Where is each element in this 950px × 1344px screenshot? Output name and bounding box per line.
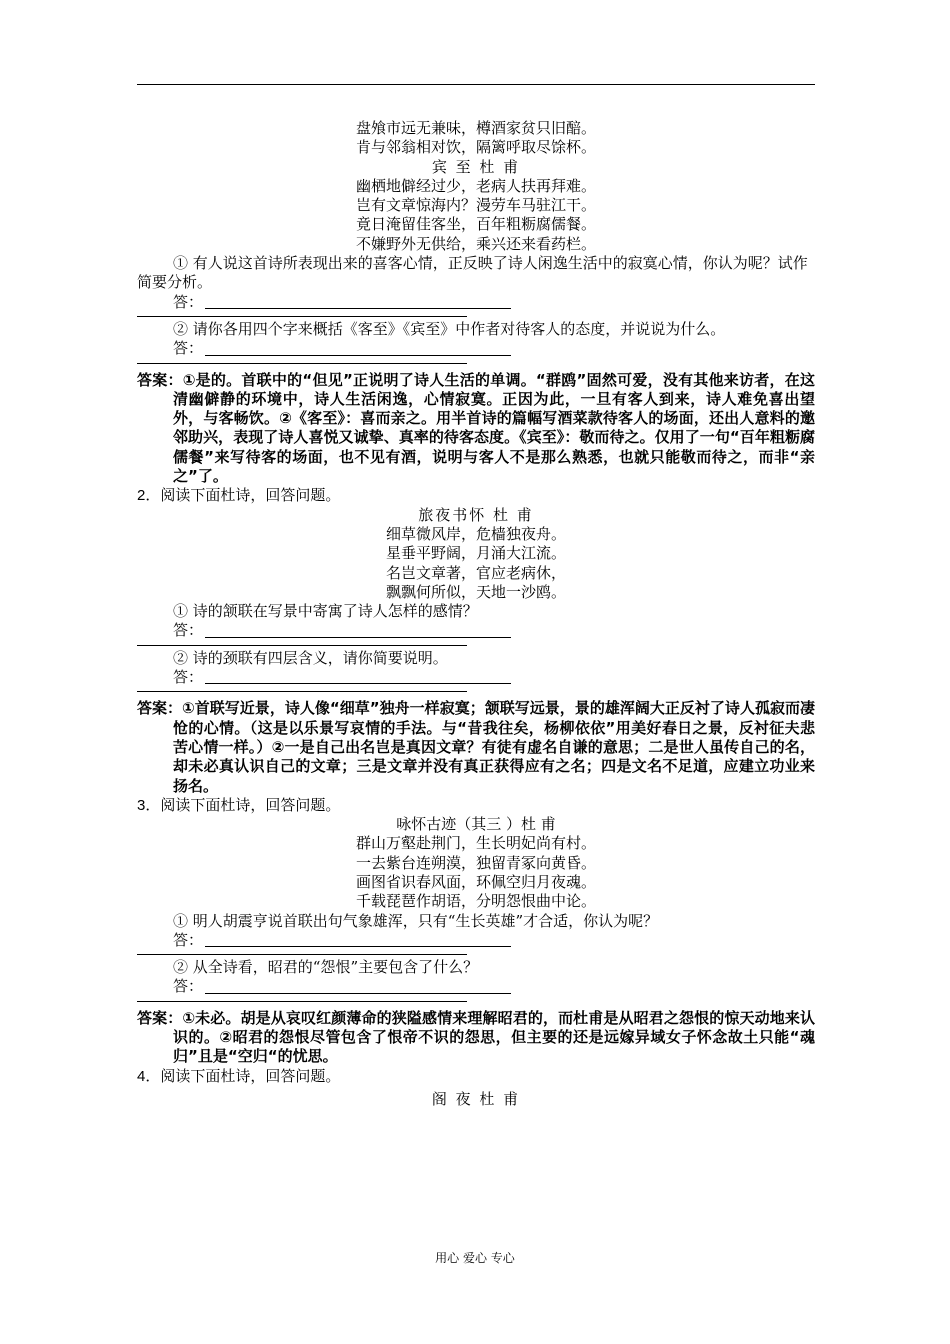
header-rule	[137, 84, 815, 85]
question-2-sub1: ① 诗的颔联在写景中寄寓了诗人怎样的感情？	[173, 602, 478, 621]
answer-field-3-1[interactable]	[137, 931, 815, 950]
answer-field-1-1[interactable]	[137, 293, 815, 312]
answer-label: 答：	[173, 339, 204, 358]
answer-label: 答：	[173, 977, 204, 996]
poem-title: 宾 至 杜 甫	[431, 157, 521, 176]
poem-line: 星垂平野阔，月涌大江流。	[385, 544, 566, 563]
poem-title: 旅夜书怀 杜 甫	[418, 505, 534, 524]
poem-binzhi	[137, 158, 815, 254]
poem-line: 名岂文章著，官应老病休，	[385, 563, 566, 582]
answer-blank	[205, 993, 511, 994]
poem-kezhi-tail	[137, 119, 815, 158]
question-4-prompt: 4．阅读下面杜诗，回答问题。	[137, 1066, 341, 1085]
poem-title: 阁 夜 杜 甫	[431, 1089, 521, 1108]
separator-line	[137, 316, 467, 317]
poem-title: 咏怀古迹（其三 ）杜 甫	[396, 815, 556, 834]
question-3-prompt: 3．阅读下面杜诗，回答问题。	[137, 795, 341, 814]
answer-field-1-2[interactable]	[137, 339, 815, 358]
separator-line	[137, 645, 467, 646]
page-footer: 用心 爱心 专心	[435, 1251, 515, 1265]
answer-label: 答：	[173, 668, 204, 687]
answer-label: 答：	[173, 292, 204, 311]
poem-line: 肯与邻翁相对饮，隔篱呼取尽馀杯。	[355, 138, 596, 157]
poem-lvye	[137, 506, 815, 602]
answer-blank	[205, 355, 511, 356]
separator-line	[137, 1001, 467, 1002]
answer-1: 答案：①是的。首联中的“但见”正说明了诗人生活的单调。“群鸥”固然可爱，没有其他来访者，在这清幽僻静的环境中，诗人生活闲逸，心情寂寞。正因为此，一旦有客人到来，诗人难免喜出望外，与客畅饮。②《客至》：喜而亲之。用半首诗的篇幅写酒菜款待客人的场面，还出人意料的邀邻助兴，表现了诗人喜悦又诚挚、真率的待客态度。《宾至》：敬而待之。仅用了一句“百年粗粝腐儒餐”来写待客的场面，也不见有酒，说明与客人不是那么熟悉，也就只能敬而待之，而非“亲之”了。	[137, 370, 815, 486]
answer-3: 答案：①未必。胡是从哀叹红颜薄命的狭隘感情来理解昭君的，而杜甫是从昭君之怨恨的惊天动地来认识的。②昭君的怨恨尽管包含了恨帝不识的怨思，但主要的还是远嫁异域女子怀念故土只能“魂归”且是“空归“的忧思。	[137, 1008, 815, 1066]
document-body	[137, 119, 815, 1109]
question-1-sub2: ② 请你各用四个字来概括《客至》《宾至》中作者对待客人的态度，并说说为什么。	[173, 319, 726, 338]
answer-blank	[205, 308, 511, 309]
answer-field-3-2[interactable]	[137, 977, 815, 996]
poem-line: 千载琵琶作胡语，分明怨恨曲中论。	[355, 892, 596, 911]
answer-field-2-1[interactable]	[137, 621, 815, 640]
answer-blank	[205, 637, 511, 638]
poem-line: 一去紫台连朔漠，独留青冢向黄昏。	[355, 853, 596, 872]
poem-yonghuai	[137, 815, 815, 911]
answer-blank	[205, 946, 511, 947]
poem-line: 群山万壑赴荆门，生长明妃尚有村。	[355, 834, 596, 853]
separator-line	[137, 363, 467, 364]
poem-line: 岂有文章惊海内？漫劳车马驻江干。	[355, 196, 596, 215]
question-2-sub2: ② 诗的颈联有四层含义，请你简要说明。	[173, 648, 448, 667]
poem-line: 幽栖地僻经过少，老病人扶再拜难。	[355, 176, 596, 195]
question-3-sub1: ① 明人胡震亨说首联出句气象雄浑，只有“生长英雄”才合适，你认为呢？	[173, 911, 659, 930]
separator-line	[137, 954, 467, 955]
poem-line: 盘飧市远无兼味，樽酒家贫只旧醅。	[355, 119, 596, 137]
answer-label: 答：	[173, 930, 204, 949]
answer-2: 答案：①首联写近景，诗人像“细草”独舟一样寂寞；颔联写远景，景的雄浑阔大正反衬了诗人孤寂而凄怆的心情。（这是以乐景写哀情的手法。与“昔我往矣，杨柳依依”用美好春日之景，反衬征夫悲苦心情一样。）②一是自己出名岂是真因文章？有徒有虚名自谦的意思；二是世人虽传自己的名，却未必真认识自己的文章；三是文章并没有真正获得应有之名；四是文名不足道，应建立功业来扬名。	[137, 699, 815, 795]
separator-line	[137, 691, 467, 692]
answer-field-2-2[interactable]	[137, 668, 815, 687]
answer-label: 答：	[173, 621, 204, 640]
poem-line: 竟日淹留佳客坐，百年粗粝腐儒餐。	[355, 215, 596, 234]
poem-line: 不嫌野外无供给，乘兴还来看药栏。	[355, 234, 596, 253]
answer-blank	[205, 683, 511, 684]
question-3-sub2: ② 从全诗看，昭君的“怨恨”主要包含了什么？	[173, 958, 479, 977]
poem-geye	[137, 1090, 815, 1109]
poem-line: 飘飘何所似，天地一沙鸥。	[385, 582, 566, 601]
question-2-prompt: 2．阅读下面杜诗，回答问题。	[137, 486, 341, 505]
question-1-sub1: ① 有人说这首诗所表现出来的喜客心情，正反映了诗人闲逸生活中的寂寞心情，你认为呢？试作简要分析。	[137, 254, 808, 292]
poem-line: 画图省识春风面，环佩空归月夜魂。	[355, 872, 596, 891]
poem-line: 细草微风岸，危樯独夜舟。	[385, 524, 566, 543]
